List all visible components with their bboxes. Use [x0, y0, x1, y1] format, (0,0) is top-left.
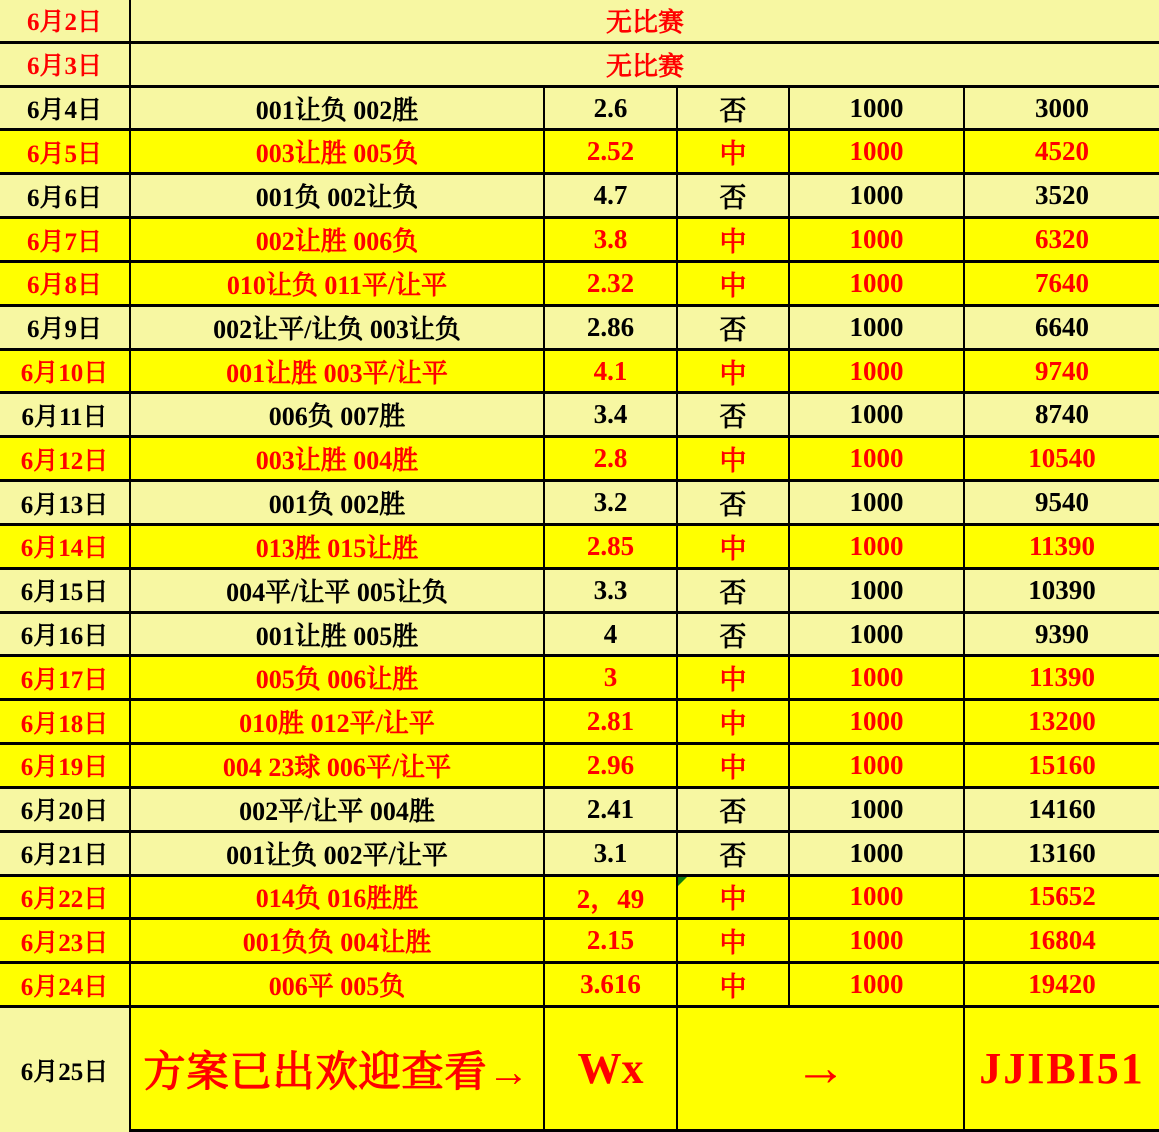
stake-cell: 1000	[790, 219, 965, 260]
date-cell: 6月18日	[0, 701, 131, 742]
date-cell: 6月25日	[0, 1008, 131, 1132]
stake-cell: 1000	[790, 175, 965, 216]
odds-cell: 3.4	[545, 394, 678, 435]
result-cell: 中	[678, 351, 790, 392]
date-cell: 6月6日	[0, 175, 131, 216]
result-cell: 中	[678, 263, 790, 304]
match-cell: 005负 006让胜	[131, 657, 545, 698]
odds-cell: 3.1	[545, 833, 678, 874]
result-cell: 中	[678, 745, 790, 786]
date-cell: 6月21日	[0, 833, 131, 874]
date-cell: 6月16日	[0, 614, 131, 655]
date-cell: 6月11日	[0, 394, 131, 435]
date-cell: 6月12日	[0, 438, 131, 479]
odds-cell: 2.81	[545, 701, 678, 742]
bet-row	[0, 88, 1159, 132]
bet-row	[0, 833, 1159, 877]
date-cell: 6月7日	[0, 219, 131, 260]
match-cell: 006平 005负	[131, 964, 545, 1005]
total-cell: 8740	[1035, 399, 1089, 430]
stake-cell: 1000	[790, 745, 965, 786]
total-cell: 7640	[1035, 267, 1089, 298]
odds-cell: 2.6	[545, 88, 678, 129]
date-cell: 6月13日	[0, 482, 131, 523]
match-cell: 001让胜 003平/让平	[131, 351, 545, 392]
date-cell: 6月20日	[0, 789, 131, 830]
total-cell: 15652	[1028, 881, 1096, 912]
stake-cell: 1000	[790, 614, 965, 655]
match-cell: 001负负 004让胜	[131, 920, 545, 961]
date-cell: 6月14日	[0, 526, 131, 567]
bet-row	[0, 351, 1159, 395]
result-cell: 否	[678, 307, 790, 348]
stake-cell: 1000	[790, 307, 965, 348]
result-cell: 否	[678, 394, 790, 435]
total-cell: 4520	[1035, 136, 1089, 167]
total-cell: 11390	[1028, 530, 1095, 561]
match-cell: 003让胜 004胜	[131, 438, 545, 479]
bet-row	[0, 789, 1159, 833]
match-cell: 002让平/让负 003让负	[131, 307, 545, 348]
total-cell: 11390	[1028, 662, 1095, 693]
wechat-label: Wx	[545, 1008, 678, 1132]
odds-cell: 2.32	[545, 263, 678, 304]
match-cell: 002让胜 006负	[131, 219, 545, 260]
bet-row	[0, 131, 1159, 175]
date-cell: 6月23日	[0, 920, 131, 961]
odds-cell: 2.15	[545, 920, 678, 961]
odds-cell: 2.96	[545, 745, 678, 786]
stake-cell: 1000	[790, 351, 965, 392]
match-cell: 001让负 002胜	[131, 88, 545, 129]
stake-cell: 1000	[790, 701, 965, 742]
total-cell: 3520	[1035, 180, 1089, 211]
footer-row	[0, 1008, 1159, 1132]
stake-cell: 1000	[790, 438, 965, 479]
stake-cell: 1000	[790, 920, 965, 961]
total-cell: 14160	[1028, 793, 1096, 824]
bet-row	[0, 438, 1159, 482]
odds-cell: 2.86	[545, 307, 678, 348]
match-cell: 006负 007胜	[131, 394, 545, 435]
stake-cell: 1000	[790, 482, 965, 523]
bet-row	[0, 920, 1159, 964]
odds-cell: 2.8	[545, 438, 678, 479]
stake-cell: 1000	[790, 657, 965, 698]
odds-cell: 3.8	[545, 219, 678, 260]
result-cell: 中	[678, 657, 790, 698]
match-cell: 002平/让平 004胜	[131, 789, 545, 830]
total-cell: 9740	[1035, 355, 1089, 386]
total-cell: 6640	[1035, 311, 1089, 342]
date-cell: 6月17日	[0, 657, 131, 698]
date-cell: 6月3日	[0, 44, 131, 85]
bet-row	[0, 394, 1159, 438]
total-cell: 3000	[1035, 92, 1089, 123]
result-cell: 中	[678, 964, 790, 1005]
date-cell: 6月4日	[0, 88, 131, 129]
match-cell: 001让胜 005胜	[131, 614, 545, 655]
result-cell: 中	[678, 219, 790, 260]
bet-row	[0, 219, 1159, 263]
bet-row	[0, 526, 1159, 570]
match-cell: 003让胜 005负	[131, 131, 545, 172]
odds-cell: 2.52	[545, 131, 678, 172]
total-cell: 6320	[1035, 224, 1089, 255]
result-cell: 否	[678, 789, 790, 830]
stake-cell: 1000	[790, 570, 965, 611]
total-cell: 10390	[1028, 574, 1096, 605]
footer-message: 方案已出欢迎查看→	[131, 1008, 545, 1132]
arrow-icon: →	[678, 1008, 965, 1132]
bet-row	[0, 482, 1159, 526]
match-cell: 010胜 012平/让平	[131, 701, 545, 742]
total-cell: 13160	[1028, 837, 1096, 868]
odds-cell: 3.616	[545, 964, 678, 1005]
date-cell: 6月2日	[0, 0, 131, 41]
no-match-label: 无比赛	[605, 51, 684, 81]
total-cell: 10540	[1028, 443, 1096, 474]
result-cell: 否	[678, 570, 790, 611]
result-cell: 中	[678, 438, 790, 479]
result-cell: 中	[678, 877, 790, 918]
odds-cell: 2，49	[545, 877, 678, 918]
result-cell: 中	[678, 701, 790, 742]
odds-cell: 2.85	[545, 526, 678, 567]
bet-row	[0, 657, 1159, 701]
match-cell: 001让负 002平/让平	[131, 833, 545, 874]
total-cell: 15160	[1028, 749, 1096, 780]
no-match-row	[0, 44, 1159, 88]
date-cell: 6月9日	[0, 307, 131, 348]
date-cell: 6月22日	[0, 877, 131, 918]
bet-row	[0, 745, 1159, 789]
stake-cell: 1000	[790, 263, 965, 304]
odds-cell: 3	[545, 657, 678, 698]
result-cell: 中	[678, 920, 790, 961]
total-cell: 13200	[1028, 706, 1096, 737]
bet-row	[0, 570, 1159, 614]
match-cell: 004 23球 006平/让平	[131, 745, 545, 786]
bet-row	[0, 614, 1159, 658]
odds-cell: 4.1	[545, 351, 678, 392]
date-cell: 6月5日	[0, 131, 131, 172]
bet-row	[0, 877, 1159, 921]
stake-cell: 1000	[790, 964, 965, 1005]
total-cell: 16804	[1028, 925, 1096, 956]
stake-cell: 1000	[790, 131, 965, 172]
match-cell: 014负 016胜胜	[131, 877, 545, 918]
result-cell: 否	[678, 833, 790, 874]
date-cell: 6月24日	[0, 964, 131, 1005]
odds-cell: 4	[545, 614, 678, 655]
match-cell: 004平/让平 005让负	[131, 570, 545, 611]
odds-cell: 4.7	[545, 175, 678, 216]
bet-row	[0, 307, 1159, 351]
result-cell: 否	[678, 614, 790, 655]
match-cell: 010让负 011平/让平	[131, 263, 545, 304]
no-match-row	[0, 0, 1159, 44]
total-cell: 9390	[1035, 618, 1089, 649]
stake-cell: 1000	[790, 526, 965, 567]
odds-cell: 3.2	[545, 482, 678, 523]
error-indicator-triangle	[678, 877, 687, 886]
stake-cell: 1000	[790, 877, 965, 918]
total-cell: 9540	[1035, 487, 1089, 518]
result-cell: 否	[678, 482, 790, 523]
match-cell: 013胜 015让胜	[131, 526, 545, 567]
bet-row	[0, 263, 1159, 307]
date-cell: 6月19日	[0, 745, 131, 786]
match-cell: 001负 002让负	[131, 175, 545, 216]
promo-code: JJIBI51	[965, 1008, 1159, 1132]
match-cell: 001负 002胜	[131, 482, 545, 523]
date-cell: 6月8日	[0, 263, 131, 304]
bet-row	[0, 701, 1159, 745]
result-cell: 中	[678, 131, 790, 172]
stake-cell: 1000	[790, 789, 965, 830]
odds-cell: 3.3	[545, 570, 678, 611]
odds-cell: 2.41	[545, 789, 678, 830]
result-cell: 否	[678, 175, 790, 216]
result-cell: 中	[678, 526, 790, 567]
total-cell: 19420	[1028, 969, 1096, 1000]
no-match-label: 无比赛	[605, 7, 684, 37]
stake-cell: 1000	[790, 394, 965, 435]
bet-row	[0, 175, 1159, 219]
date-cell: 6月15日	[0, 570, 131, 611]
stake-cell: 1000	[790, 88, 965, 129]
date-cell: 6月10日	[0, 351, 131, 392]
result-cell: 否	[678, 88, 790, 129]
stake-cell: 1000	[790, 833, 965, 874]
bet-row	[0, 964, 1159, 1008]
